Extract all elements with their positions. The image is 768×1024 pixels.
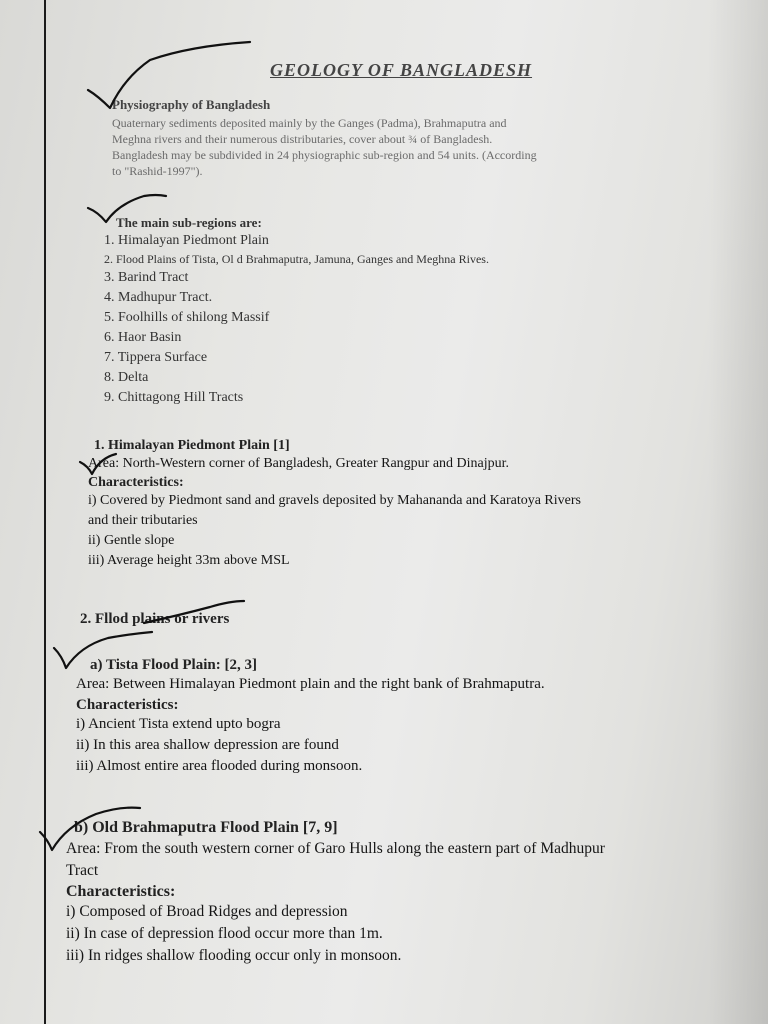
subregion-item: 5. Foolhills of shilong Massif (104, 310, 270, 326)
physiography-line: Bangladesh may be subdivided in 24 physiographic sub-region and 54 units. (According (112, 148, 537, 163)
page-title: GEOLOGY OF BANGLADESH (270, 60, 533, 80)
physiography-line: Meghna rivers and their numerous distributaries, cover about ¾ of Bangladesh. (112, 132, 493, 147)
section-flood-plains (80, 610, 229, 628)
section-tista-flood-plain (76, 656, 736, 778)
physiography-line: Quaternary sediments deposited mainly by the Ganges (Padma), Brahmaputra and (112, 115, 507, 130)
subregion-item: 9. Chittagong Hill Tracts (104, 390, 244, 406)
area-text: Area: North-Western corner of Bangladesh, Greater Rangpur and Dinajpur. (88, 456, 510, 472)
characteristic-line: i) Composed of Broad Ridges and depression (66, 903, 348, 921)
characteristic-line: iii) In ridges shallow flooding occur only in monsoon. (66, 947, 402, 965)
characteristic-line: and their tributaries (88, 512, 198, 528)
section-old-brahmaputra (66, 818, 746, 967)
characteristic-line: iii) Average height 33m above MSL (88, 552, 290, 568)
characteristic-line: i) Ancient Tista extend upto bogra (76, 715, 281, 732)
subregion-item: 4. Madhupur Tract. (104, 290, 213, 306)
section-heading: a) Tista Flood Plain: [2, 3] (90, 657, 257, 673)
subregions-section (104, 215, 704, 408)
physiography-line: to "Rashid-1997"). (112, 164, 203, 179)
subregion-item: 8. Delta (104, 370, 149, 386)
area-text: Area: Between Himalayan Piedmont plain and the right bank of Brahmaputra. (76, 676, 545, 693)
physiography-section (112, 97, 712, 180)
characteristic-line: ii) In this area shallow depression are found (76, 737, 339, 754)
section-heading: 2. Fllod plains or rivers (80, 611, 230, 627)
area-text: Area: From the south western corner of Garo Hulls along the eastern part of Madhupur (66, 839, 605, 857)
subregion-item: 7. Tippera Surface (104, 350, 208, 366)
margin-rule (44, 0, 46, 1024)
subregion-item: 3. Barind Tract (104, 270, 189, 286)
characteristic-line: ii) Gentle slope (88, 532, 175, 548)
characteristics-label: Characteristics: (66, 882, 176, 900)
physiography-heading: Physiography of Bangladesh (112, 97, 271, 112)
characteristic-line: ii) In case of depression flood occur more than 1m. (66, 925, 383, 943)
characteristics-label: Characteristics: (88, 474, 184, 490)
subregion-item: 2. Flood Plains of Tista, Ol d Brahmaputra, Jamuna, Ganges and Meghna Rives. (104, 251, 489, 266)
subregion-item: 1. Himalayan Piedmont Plain (104, 232, 269, 248)
characteristic-line: i) Covered by Piedmont sand and gravels deposited by Mahananda and Karatoya Rivers (88, 493, 581, 509)
subregions-heading: The main sub-regions are: (116, 215, 262, 230)
subregion-item: 6. Haor Basin (104, 330, 182, 346)
section-heading: b) Old Brahmaputra Flood Plain [7, 9] (74, 819, 338, 836)
section-heading: 1. Himalayan Piedmont Plain [1] (94, 438, 290, 453)
characteristic-line: iii) Almost entire area flooded during monsoon. (76, 758, 363, 775)
section-himalayan-piedmont (88, 437, 728, 571)
characteristics-label: Characteristics: (76, 696, 179, 713)
area-text: Tract (66, 861, 99, 879)
